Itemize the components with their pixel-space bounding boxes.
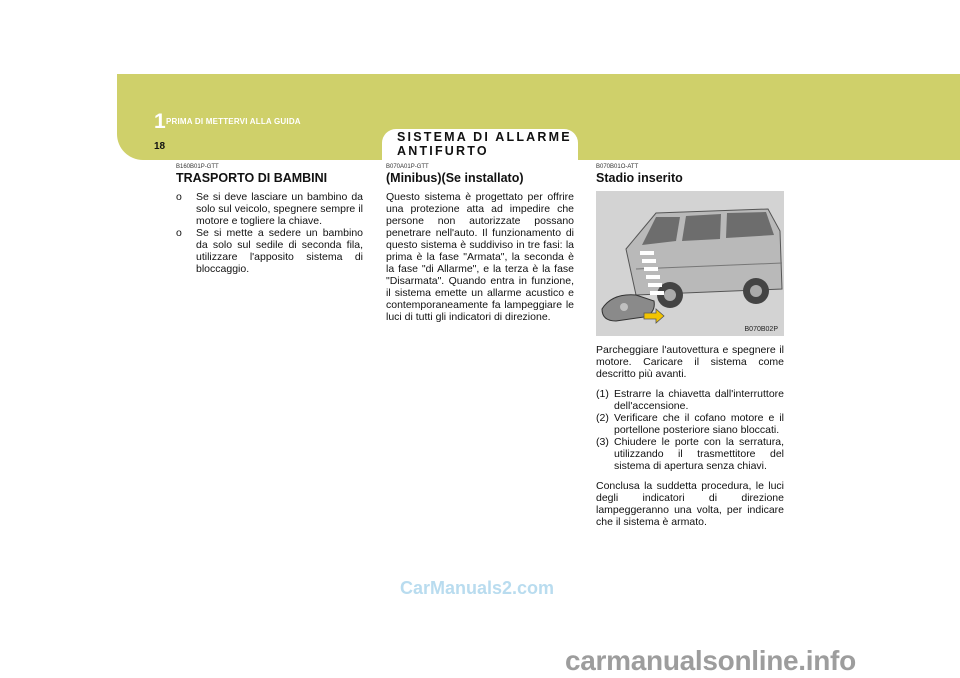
list-item-text: Se si deve lasciare un bambino da solo sul veicolo, spegnere sempre il motore e togliere la chiave. [196, 191, 363, 227]
body-paragraph: Questo sistema è progettato per offrire una protezione atta ad impedire che persone non autorizzate possano penetrare nell'auto. Il funzionamento di questo sistema è suddiviso in tre fasi: la prima è la fase "Armata", la seconda è la fase "di Allarme", e la terza è la fase "Disarmata". Quando entra in funzione, il sistema emette un allarme acustico e contemporaneamente fa lampeggiare le luci di tutti gli indicatori di direzione. [386, 191, 574, 323]
section-heading: (Minibus)(Se installato) [386, 171, 524, 185]
step-number: (3) [596, 436, 609, 448]
chapter-number: 1 [154, 110, 166, 133]
list-item [176, 227, 363, 275]
step-text: Chiudere le porte con la serratura, utilizzando il trasmettitore del sistema di apertura senza chiavi. [614, 436, 784, 472]
section-code: B070A01P-GTT [386, 164, 429, 170]
page-number: 18 [154, 141, 166, 152]
footer-watermark: carmanualsonline.info [565, 645, 856, 676]
column-child-transport [176, 164, 363, 275]
intro-paragraph: Parcheggiare l'autovettura e spegnere il motore. Caricare il sistema come descritto più avanti. [596, 344, 784, 380]
column-alarm-intro [386, 164, 574, 323]
step-number: (2) [596, 412, 609, 424]
section-heading: Stadio inserito [596, 171, 683, 185]
bullet-mark: o [176, 191, 182, 203]
list-item [596, 436, 784, 472]
bullet-mark: o [176, 227, 182, 239]
step-list [596, 388, 784, 472]
section-code: B160B01P-GTT [176, 164, 219, 170]
van-key-illustration [596, 191, 784, 336]
list-item [596, 412, 784, 436]
list-item-text: Se si mette a sedere un bambino da solo sul sedile di seconda fila, utilizzare l'apposito sistema di bloccaggio. [196, 227, 363, 275]
step-number: (1) [596, 388, 609, 400]
list-item [596, 388, 784, 412]
bullet-list [176, 191, 363, 275]
conclusion-paragraph: Conclusa la suddetta procedura, le luci degli indicatori di direzione lampeggeranno una volta, per indicare che il sistema è armato. [596, 480, 784, 528]
watermark-link[interactable]: CarManuals2.com [400, 578, 555, 598]
van-illustration-icon [596, 191, 784, 336]
list-item [176, 191, 363, 227]
section-title: SISTEMA DI ALLARME ANTIFURTO [397, 130, 572, 158]
step-text: Estrarre la chiavetta dall'interruttore dell'accensione. [614, 388, 784, 412]
column-armed-stage [596, 164, 784, 528]
section-heading: TRASPORTO DI BAMBINI [176, 171, 328, 185]
figure-code: B070B02P [744, 326, 778, 333]
section-code: B070B01O-ATT [596, 164, 639, 170]
chapter-title: PRIMA DI METTERVI ALLA GUIDA [166, 117, 301, 126]
step-text: Verificare che il cofano motore e il portellone posteriore siano bloccati. [614, 412, 784, 436]
